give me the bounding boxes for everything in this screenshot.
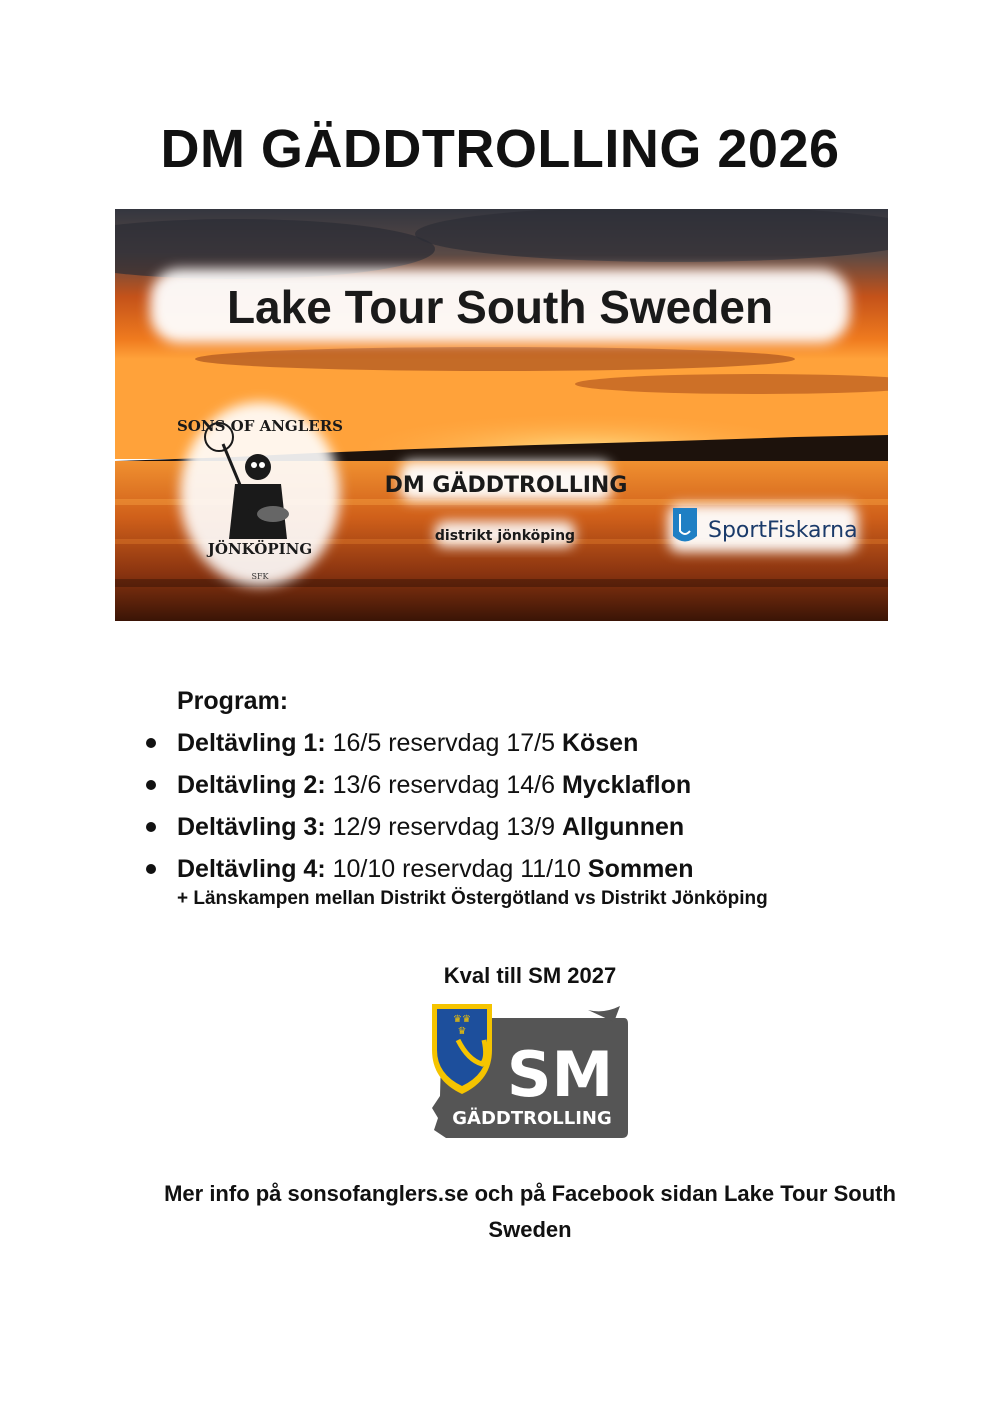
club-logo-bottom: JÖNKÖPING	[207, 540, 313, 558]
stage-label: Deltävling 2:	[177, 771, 326, 799]
sm-logo-main: SM	[506, 1038, 614, 1111]
stage-dates: 12/9 reservdag 13/9	[325, 813, 562, 841]
club-logo-initials: SFK	[251, 572, 269, 581]
qualifier-text: Kval till SM 2027	[443, 963, 617, 988]
svg-text:♛♛: ♛♛	[453, 1014, 471, 1025]
stage-dates: 10/10 reservdag 11/10	[325, 855, 588, 883]
event-label: DM GÄDDTROLLING	[384, 473, 628, 498]
bullet-icon	[146, 864, 156, 874]
sportfiskarna-logo	[668, 504, 858, 552]
program-list	[140, 722, 940, 890]
banner-image	[115, 209, 888, 621]
sportfiskarna-shield-icon	[673, 508, 697, 542]
sm-gaddtrolling-logo	[428, 1000, 632, 1142]
district-label: distrikt jönköping	[434, 528, 576, 544]
stage-location: Allgunnen	[561, 813, 685, 841]
list-item	[140, 764, 940, 806]
svg-text:♛: ♛	[457, 1026, 467, 1037]
list-item	[140, 806, 940, 848]
list-item	[140, 722, 940, 764]
stage-location: Sommen	[587, 855, 694, 883]
sponsor-name: SportFiskarna	[708, 518, 858, 543]
bullet-icon	[146, 738, 156, 748]
stage-dates: 16/5 reservdag 17/5	[325, 729, 562, 757]
sm-logo-sub: GÄDDTROLLING	[452, 1108, 612, 1129]
club-logo-top: SONS OF ANGLERS	[176, 417, 344, 435]
sunset-lake-photo	[115, 209, 888, 621]
more-info-text: Mer info på sonsofanglers.se och på Facebook sidan Lake Tour South Sweden	[164, 1181, 896, 1242]
list-item	[140, 848, 940, 890]
lanskampen-note: + Länskampen mellan Distrikt Östergötland vs Distrikt Jönköping	[177, 888, 768, 909]
stage-location: Mycklaflon	[561, 771, 692, 799]
stage-dates: 13/6 reservdag 14/6	[325, 771, 562, 799]
program-heading: Program:	[177, 687, 289, 715]
bullet-icon	[146, 780, 156, 790]
stage-label: Deltävling 1:	[177, 729, 326, 757]
banner-headline: Lake Tour South Sweden	[226, 281, 774, 333]
program-section	[140, 680, 940, 912]
page-title: DM GÄDDTROLLING 2026	[160, 119, 840, 179]
stage-label: Deltävling 3:	[177, 813, 326, 841]
stage-label: Deltävling 4:	[177, 855, 326, 883]
stage-location: Kösen	[561, 729, 639, 757]
bullet-icon	[146, 822, 156, 832]
